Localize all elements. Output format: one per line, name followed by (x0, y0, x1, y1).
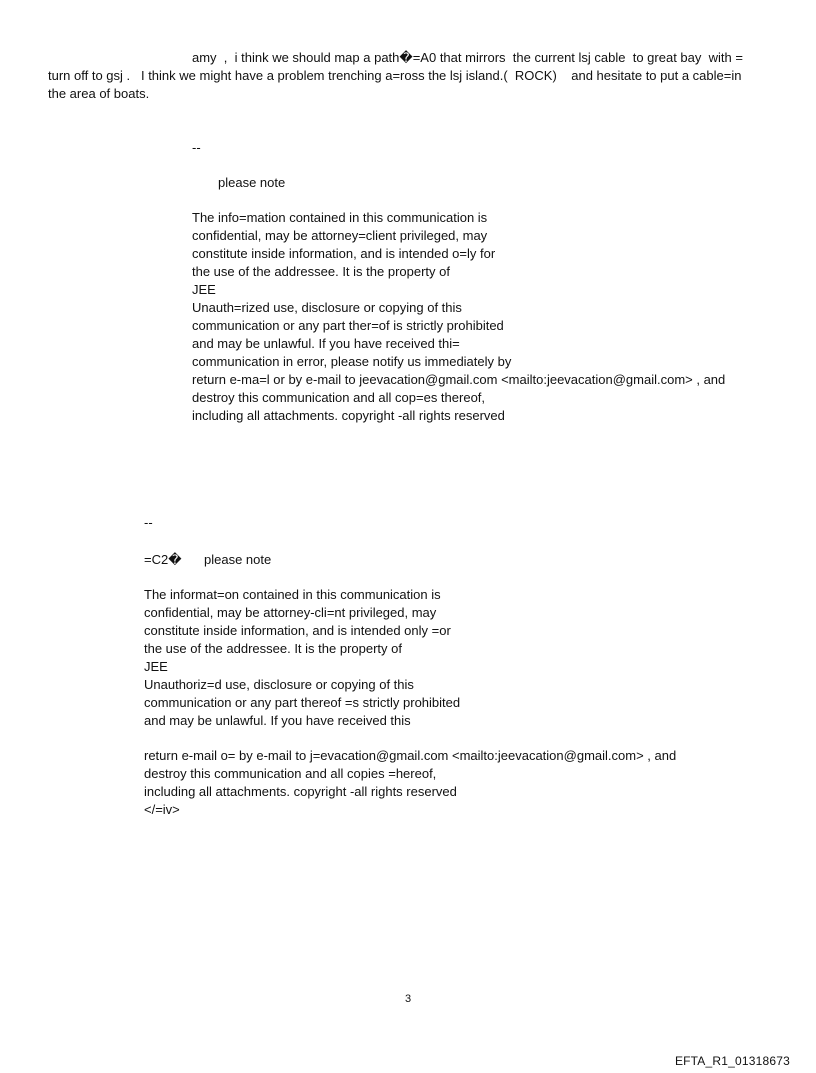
disclaimer-line: communication or any part ther=of is strictly prohibited (192, 318, 504, 333)
page-number: 3 (404, 993, 412, 1005)
disclaimer-line: and may be unlawful. If you have received this (144, 713, 411, 728)
document-id: EFTA_R1_01318673 (674, 1054, 790, 1068)
disclaimer-line: the use of the addressee. It is the property of (144, 641, 402, 656)
disclaimer-line: return e-mail o= by e-mail to j=evacation@gmail.com <mailto:jeevacation@gmail.com> , and (144, 748, 677, 763)
first-please-note: please note (218, 175, 286, 190)
disclaimer-line: the use of the addressee. It is the property of (192, 264, 450, 279)
disclaimer-line: constitute inside information, and is intended o=ly for (192, 246, 496, 261)
disclaimer-line: constitute inside information, and is intended only =or (144, 623, 451, 638)
second-disclaimer-a (144, 586, 460, 730)
disclaimer-line: destroy this communication and all copies =hereof, (144, 766, 437, 781)
disclaimer-line: and may be unlawful. If you have received thi= (192, 336, 460, 351)
intro-line-1: amy , i think we should map a path�=A0 that mirrors the current lsj cable to great bay with = (192, 50, 743, 65)
disclaimer-line: confidential, may be attorney-cli=nt privileged, may (144, 605, 437, 620)
disclaimer-line: Unauth=rized use, disclosure or copying of this (192, 300, 462, 315)
disclaimer-line: return e-ma=l or by e-mail to jeevacation@gmail.com <mailto:jeevacation@gmail.com> , and (192, 372, 726, 387)
disclaimer-line: Unauthoriz=d use, disclosure or copying of this (144, 677, 414, 692)
disclaimer-line: communication in error, please notify us immediately by (192, 354, 512, 369)
first-disclaimer (192, 209, 725, 425)
disclaimer-line: JEE (192, 282, 216, 297)
disclaimer-line: including all attachments. copyright -all rights reserved (192, 408, 505, 423)
intro-paragraph (48, 49, 778, 103)
second-please-note: please note (204, 552, 272, 567)
intro-line-2: turn off to gsj . I think we might have a problem trenching a=ross the lsj island.( ROCK) and hesitate to put a cable=in (48, 68, 742, 83)
second-prefix: =C2� (144, 552, 182, 567)
disclaimer-line: The info=mation contained in this communication is (192, 210, 488, 225)
disclaimer-line: including all attachments. copyright -all rights reserved (144, 784, 457, 799)
disclaimer-line: JEE (144, 659, 168, 674)
disclaimer-line: confidential, may be attorney=client privileged, may (192, 228, 488, 243)
first-separator: -- (192, 140, 201, 155)
second-separator: -- (144, 515, 153, 530)
disclaimer-line: destroy this communication and all cop=es thereof, (192, 390, 486, 405)
disclaimer-line: The informat=on contained in this communication is (144, 587, 441, 602)
second-disclaimer-b (144, 747, 676, 819)
disclaimer-line: </=iv> (144, 802, 180, 817)
intro-line-3: the area of boats. (48, 86, 150, 101)
disclaimer-line: communication or any part thereof =s strictly prohibited (144, 695, 461, 710)
